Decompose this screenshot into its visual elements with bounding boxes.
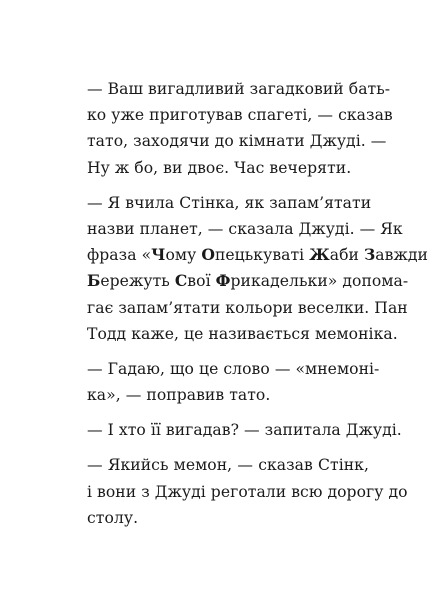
text-line: і вони з Джуді реготали всю дорогу до <box>87 482 408 501</box>
mnemonic-initial: С <box>174 271 188 291</box>
text-line: столу. <box>87 508 139 527</box>
text-line: назви планет, — сказала Джуді. — Як <box>87 219 403 238</box>
text-line: ка», — поправив тато. <box>87 386 271 405</box>
text-line: — І хто її вигадав? — запитала Джуді. <box>87 421 402 440</box>
body-text <box>87 76 428 531</box>
paragraph-dad-spaghetti <box>87 76 393 181</box>
text-line: ко уже приготував спагеті, — сказав <box>87 106 393 125</box>
paragraph-stink-answer <box>87 452 408 531</box>
text-line: — Гадаю, що це слово — «мнемоні- <box>87 359 380 378</box>
paragraph-mnemonic <box>87 190 428 347</box>
text-line: — Якийсь мемон, — сказав Стінк, <box>87 456 369 475</box>
text-line: тато, заходячи до кімнати Джуді. — <box>87 132 387 151</box>
text-line: — Я вчила Стінка, як запам’ятати <box>87 193 372 212</box>
text-line: Ну ж бо, ви двоє. Час вечеряти. <box>87 158 352 177</box>
mnemonic-initial: Ф <box>215 271 231 291</box>
mnemonic-initial: Ж <box>309 245 330 265</box>
text-line: гає запам’ятати кольори веселки. Пан <box>87 298 408 317</box>
mnemonic-initial: Ч <box>151 245 166 265</box>
text-line-mnemonic-2: Бережуть Свої Фрикадельки» допома- <box>87 271 409 291</box>
text-line: — Ваш вигадливий загадковий бать- <box>87 80 391 98</box>
mnemonic-initial: О <box>201 245 215 265</box>
paragraph-judy-question <box>87 417 402 443</box>
mnemonic-initial: З <box>364 245 376 265</box>
mnemonic-initial: Б <box>87 271 101 291</box>
paragraph-dad-correction <box>87 356 380 408</box>
text-line-mnemonic-1: фраза «Чому Опецькуваті Жаби Завжди <box>87 245 428 265</box>
text-line: Тодд каже, це називається мемоніка. <box>87 324 398 343</box>
